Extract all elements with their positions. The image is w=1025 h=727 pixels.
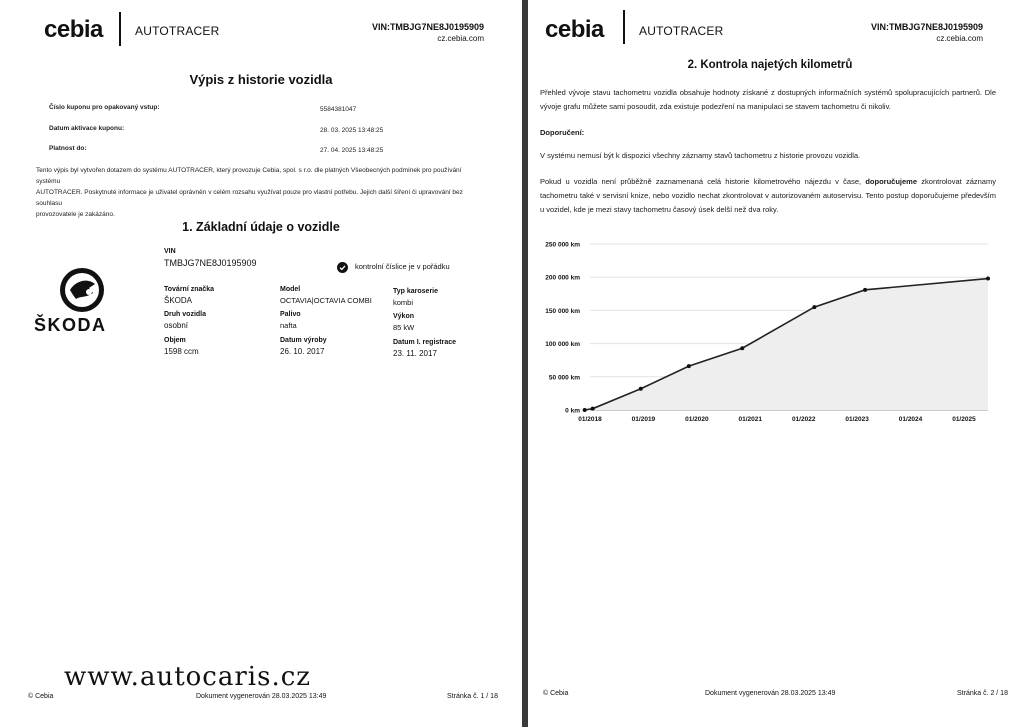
footer-copyright: © Cebia bbox=[543, 690, 569, 697]
recommend-text-part: Pokud u vozidla není průběžně zaznamenaná celá historie kilometrového nájezdu v čase, bbox=[540, 177, 866, 186]
coupon-number-label: Číslo kuponu pro opakovaný vstup: bbox=[49, 104, 160, 111]
field-value: ŠKODA bbox=[164, 296, 193, 305]
header-vin: VIN:TMBJG7NE8J0195909 bbox=[870, 22, 983, 32]
intro-text: Přehled vývoje stavu tachometru vozidla obsahuje hodnoty získané z dostupných informačních systémů spolupracujících partnerů. Dle vývoje grafu můžete sami posoudit, zda existuje podezření na manipulaci se stavem tachometru či nikoliv. bbox=[540, 88, 996, 111]
y-tick-label: 250 000 km bbox=[545, 241, 580, 249]
field-value: 1598 ccm bbox=[164, 347, 199, 356]
recommend-title: Doporučení: bbox=[540, 128, 585, 137]
x-tick-label: 01/2020 bbox=[685, 416, 709, 423]
recommend-text-bold: doporučujeme bbox=[865, 177, 918, 186]
recommend-text-1: V systému nemusí být k dispozici všechny záznamy stavů tachometru z historie provozu vozidla. bbox=[540, 151, 861, 160]
section-title-basic: 1. Základní údaje o vozidle bbox=[182, 220, 340, 234]
vin-value: TMBJG7NE8J0195909 bbox=[164, 258, 257, 268]
field-label: Palivo bbox=[280, 311, 301, 318]
autotracer-label: AUTOTRACER bbox=[135, 24, 220, 38]
check-circle-icon bbox=[337, 260, 348, 271]
data-point bbox=[986, 277, 990, 281]
disclaimer-line: AUTOTRACER. Poskytnuté informace je uživatel oprávněn v celém rozsahu využívat pouze pro vlastní potřebu. Jejich další šíření či upravování bez souhlasu bbox=[36, 189, 463, 207]
field-value: 26. 10. 2017 bbox=[280, 347, 325, 356]
footer-page-number: Stránka č. 1 / 18 bbox=[447, 693, 498, 700]
y-tick-label: 150 000 km bbox=[545, 307, 580, 315]
field-label: Tovární značka bbox=[164, 286, 215, 293]
x-tick-label: 01/2025 bbox=[952, 416, 976, 423]
vin-label: VIN bbox=[164, 248, 176, 255]
header-vin: VIN:TMBJG7NE8J0195909 bbox=[371, 22, 484, 32]
footer-generated: Dokument vygenerován 28.03.2025 13:49 bbox=[705, 690, 836, 697]
field-value: nafta bbox=[280, 321, 297, 330]
x-tick-label: 01/2023 bbox=[845, 416, 869, 423]
y-tick-label: 100 000 km bbox=[545, 341, 580, 349]
header-site: cz.cebia.com bbox=[936, 34, 983, 43]
logo-divider bbox=[623, 10, 625, 44]
field-label: Datum I. registrace bbox=[393, 339, 457, 346]
x-tick-label: 01/2019 bbox=[631, 416, 656, 423]
x-tick-label: 01/2021 bbox=[738, 416, 763, 423]
field-value: OCTAVIA|OCTAVIA COMBI bbox=[280, 296, 372, 305]
logo-divider bbox=[119, 12, 121, 46]
skoda-logo-text: ŠKODA bbox=[34, 315, 107, 335]
data-point bbox=[687, 364, 691, 368]
page-title: 2. Kontrola najetých kilometrů bbox=[687, 59, 853, 71]
disclaimer-line: Tento výpis byl vytvořen dotazem do systému AUTOTRACER, který provozuje Cebia, spol. s r.o. dle platných Všeobecných podmínek pro používání systému bbox=[36, 167, 462, 185]
data-point bbox=[591, 407, 595, 411]
data-point bbox=[740, 346, 744, 350]
field-value: 85 kW bbox=[393, 323, 415, 332]
footer-page-number: Stránka č. 2 / 18 bbox=[957, 690, 1008, 697]
field-label: Druh vozidla bbox=[164, 311, 207, 318]
field-value: kombi bbox=[393, 298, 414, 307]
coupon-number-value: 5584381047 bbox=[320, 106, 357, 113]
series-area bbox=[585, 279, 988, 410]
autotracer-label: AUTOTRACER bbox=[639, 24, 724, 38]
field-value: osobní bbox=[164, 321, 189, 330]
coupon-validity-value: 27. 04. 2025 13:48:25 bbox=[320, 147, 384, 154]
mileage-chart bbox=[528, 232, 1012, 432]
data-point bbox=[639, 387, 643, 391]
skoda-emblem-icon bbox=[58, 266, 106, 314]
report-page-2 bbox=[528, 0, 1025, 727]
field-label: Model bbox=[280, 286, 301, 293]
data-point bbox=[863, 288, 867, 292]
y-tick-label: 50 000 km bbox=[548, 374, 580, 382]
field-label: Objem bbox=[164, 337, 186, 344]
vin-check-text: kontrolní číslice je v pořádku bbox=[355, 262, 450, 271]
coupon-activation-value: 28. 03. 2025 13:48:25 bbox=[320, 127, 384, 134]
cebia-logo: cebia bbox=[44, 16, 103, 43]
recommend-text-part: zkontrolovat záznamy tachometru také v servisní knize, nebo vozidlo nechat zkontrolovat v autorizovaném autoservisu. Tento postup doporučujeme především u vozidel, kde je mezi stavy tachometru časový úsek delší než dva roky. bbox=[540, 177, 996, 214]
x-tick-label: 01/2018 bbox=[578, 416, 602, 423]
field-label: Výkon bbox=[393, 313, 415, 320]
field-value: 23. 11. 2017 bbox=[393, 349, 437, 358]
coupon-activation-label: Datum aktivace kuponu: bbox=[49, 125, 125, 132]
footer-copyright: © Cebia bbox=[28, 693, 54, 700]
field-label: Datum výroby bbox=[280, 337, 327, 344]
x-tick-label: 01/2024 bbox=[898, 416, 923, 423]
disclaimer-text bbox=[36, 165, 476, 220]
field-label: Typ karoserie bbox=[393, 288, 439, 295]
data-point bbox=[812, 305, 816, 309]
y-tick-label: 0 km bbox=[565, 407, 580, 415]
recommend-text-2 bbox=[540, 175, 996, 217]
header-site: cz.cebia.com bbox=[437, 34, 484, 43]
cebia-logo: cebia bbox=[545, 16, 604, 43]
data-point bbox=[583, 408, 587, 412]
page-title: Výpis z historie vozidla bbox=[189, 72, 333, 87]
footer-generated: Dokument vygenerován 28.03.2025 13:49 bbox=[196, 693, 327, 700]
watermark-text: www.autocaris.cz bbox=[64, 662, 311, 692]
x-tick-label: 01/2022 bbox=[791, 416, 816, 423]
coupon-validity-label: Platnost do: bbox=[49, 145, 87, 152]
disclaimer-line: provozovatele je zakázáno. bbox=[36, 211, 115, 218]
y-tick-label: 200 000 km bbox=[545, 274, 580, 282]
